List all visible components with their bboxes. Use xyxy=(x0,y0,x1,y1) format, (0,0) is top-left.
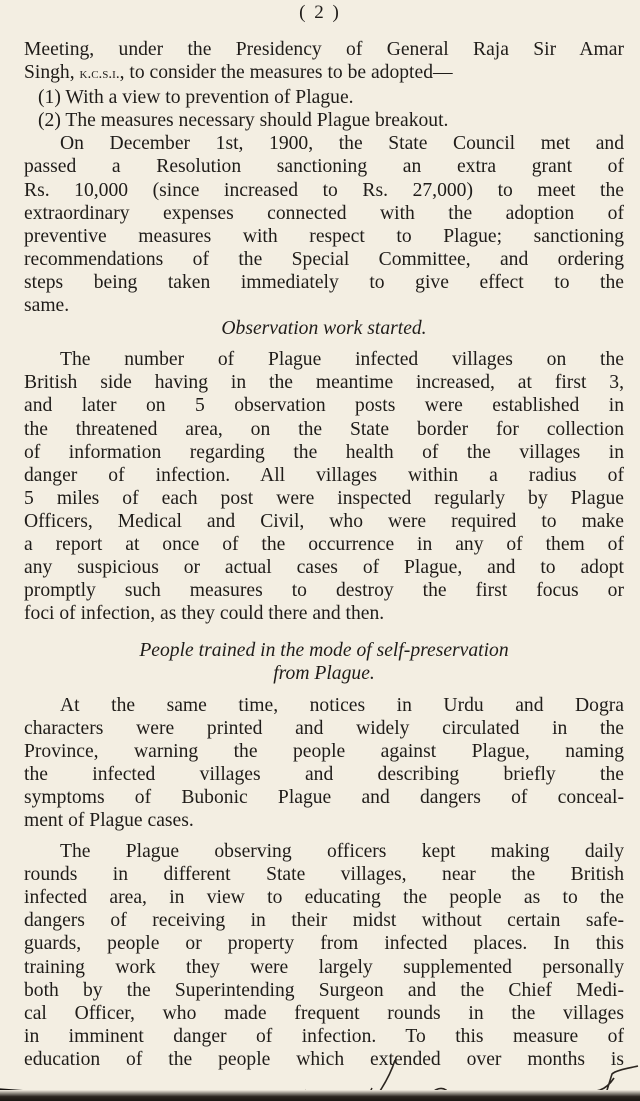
text-line: The Plague observing officers kept making daily xyxy=(60,841,624,863)
list-item: (2) The measures necessary should Plague breakout. xyxy=(38,110,449,132)
document-body xyxy=(24,38,624,1071)
text-line: the infected villages and describing briefly the xyxy=(24,763,624,785)
text-line: a report at once of the occurrence in any of them of xyxy=(24,533,624,555)
section-heading: People trained in the mode of self-preservation xyxy=(139,640,509,662)
page-bottom-edge xyxy=(0,1090,640,1101)
text-line: Province, warning the people against Plague, naming xyxy=(24,740,624,762)
text-line: of information regarding the health of the villages in xyxy=(24,441,624,463)
intro-paragraph xyxy=(24,38,624,86)
text-line: symptoms of Bubonic Plague and dangers of conceal- xyxy=(24,786,624,808)
text-line: dangers of receiving in their midst without certain safe- xyxy=(24,910,624,932)
training-paragraph xyxy=(24,840,624,1071)
text-line: ment of Plague cases. xyxy=(24,810,194,831)
honorific: k.c.s.i. xyxy=(79,66,120,83)
text-line: training work they were largely supplemented personally xyxy=(24,956,624,978)
text-line: rounds in different State villages, near the British xyxy=(24,864,624,886)
text-line: preventive measures with respect to Plague; sanctioning xyxy=(24,225,624,247)
text-line: danger of infection. All villages within a radius of xyxy=(24,464,624,486)
text-line: the threatened area, on the State border for collection xyxy=(24,418,624,440)
text-line: guards, people or property from infected places. In this xyxy=(24,933,624,955)
text-line: 5 miles of each post were inspected regularly by Plague xyxy=(24,487,624,509)
text-line: British side having in the meantime increased, at first 3, xyxy=(24,372,624,394)
text-line: in imminent danger of infection. To this measure of xyxy=(24,1025,624,1047)
text-line: both by the Superintending Surgeon and the Chief Medi- xyxy=(24,979,624,1001)
text-line: same. xyxy=(24,295,70,317)
text-line: At the same time, notices in Urdu and Dogra xyxy=(60,694,624,716)
text-line: education of the people which extended over months is xyxy=(24,1048,624,1070)
text-line: The number of Plague infected villages on the xyxy=(60,349,624,371)
text-line: extraordinary expenses connected with the adoption of xyxy=(24,202,624,224)
text-line: Rs. 10,000 (since increased to Rs. 27,000) to meet the xyxy=(24,179,624,201)
text-fragment: Singh, xyxy=(24,62,80,84)
text-line: any suspicious or actual cases of Plague, and to adopt xyxy=(24,557,624,579)
text-line: foci of infection, as they could there and then. xyxy=(24,603,385,625)
text-line: promptly such measures to destroy the first focus or xyxy=(24,580,624,602)
resolution-paragraph xyxy=(24,132,624,317)
text-line: and later on 5 observation posts were established in xyxy=(24,395,624,417)
section-heading: from Plague. xyxy=(273,663,375,685)
text-line: Officers, Medical and Civil, who were required to make xyxy=(24,510,624,532)
measures-list xyxy=(24,86,624,132)
text-line xyxy=(24,61,624,86)
text-line: cal Officer, who made frequent rounds in the villages xyxy=(24,1002,624,1024)
notices-paragraph xyxy=(24,694,624,833)
text-line: characters were printed and widely circulated in the xyxy=(24,717,624,739)
observation-paragraph xyxy=(24,348,624,625)
text-line: On December 1st, 1900, the State Council met and xyxy=(60,133,624,155)
text-line: steps being taken immediately to give effect to the xyxy=(24,271,624,293)
page-number: ( 2 ) xyxy=(299,2,341,23)
list-item: (1) With a view to prevention of Plague. xyxy=(38,87,354,109)
text-line: passed a Resolution sanctioning an extra grant of xyxy=(24,156,624,178)
section-heading: Observation work started. xyxy=(221,318,427,340)
text-line: Meeting, under the Presidency of General Raja Sir Amar xyxy=(24,39,624,60)
text-fragment: , to consider the measures to be adopted— xyxy=(119,62,453,84)
text-line: recommendations of the Special Committee, and ordering xyxy=(24,248,624,270)
text-line: infected area, in view to educating the people as to the xyxy=(24,887,624,909)
